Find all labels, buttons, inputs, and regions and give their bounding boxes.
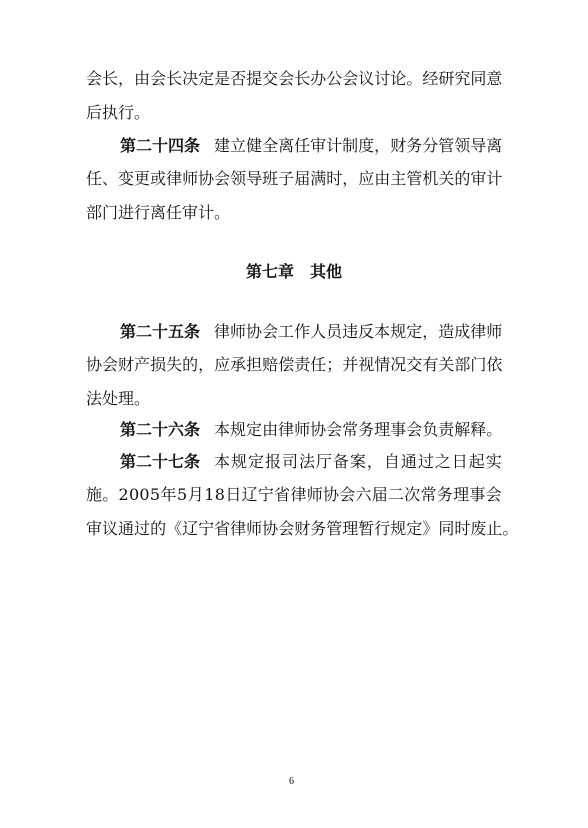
paragraph-line: 法处理。 [86, 389, 151, 408]
article-label: 第二十七条 [120, 452, 201, 471]
article-27-line1 [120, 452, 502, 474]
paragraph-line: 任 、 变 更 或 律 师 协 会 领 导 班 子 届 满 时 ， 应 由 主 管 机 关 的 审 计 [86, 169, 503, 188]
article-text: 建 立 健 全 离 任 审 计 制 度 ， 财 务 分 管 领 导 离 [214, 136, 503, 155]
paragraph-line: 施 。 2 0 0 5 年 5 月 1 8 日 辽 宁 省 律 师 协 会 六 届 二 次 常 务 理 事 会 [86, 485, 502, 504]
paragraph-line: 后执行。 [86, 103, 151, 122]
article-label: 第二十五条 [120, 322, 201, 341]
article-24-line1 [120, 136, 502, 158]
chapter-number: 第七章 [246, 262, 295, 281]
chapter-heading [246, 262, 342, 282]
page-number: 6 [289, 776, 294, 787]
article-26-line1 [120, 420, 502, 442]
chapter-name: 其他 [310, 262, 343, 281]
article-label: 第二十四条 [120, 136, 201, 155]
paragraph-line: 部门进行离任审计。 [86, 203, 231, 222]
paragraph-line: 会 长 ， 由 会 长 决 定 是 否 提 交 会 长 办 公 会 议 讨 论 。 经 研 究 同 意 [86, 69, 503, 88]
article-25-line1 [120, 322, 502, 344]
paragraph-line: 审 议 通 过 的 《 辽 宁 省 律 师 协 会 财 务 管 理 暂 行 规 定 》 同 时 废 止 。 [86, 519, 519, 538]
paragraph-line: 协 会 财 产 损 失 的 ， 应 承 担 赔 偿 责 任 ； 并 视 情 况 交 有 关 部 门 依 [86, 355, 503, 374]
article-text: 本 规 定 由 律 师 协 会 常 务 理 事 会 负 责 解 释 。 [214, 420, 503, 439]
article-text: 律 师 协 会 工 作 人 员 违 反 本 规 定 ， 造 成 律 师 [214, 322, 503, 341]
article-label: 第二十六条 [120, 420, 201, 439]
article-text: 本 规 定 报 司 法 厅 备 案 ， 自 通 过 之 日 起 实 [214, 452, 502, 471]
